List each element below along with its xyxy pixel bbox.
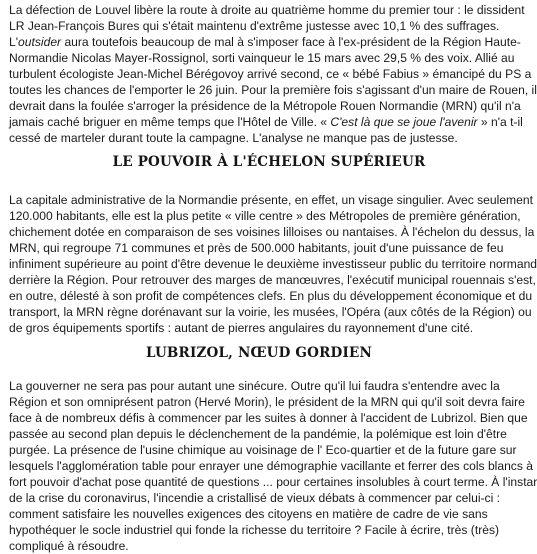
text-run: La capitale administrative de la Normandie présente, en effet, un visage singulier. Avec seulement: [9, 193, 533, 207]
text-line: [9, 2, 525, 18]
text-line: [9, 240, 503, 256]
text-run: derrière la Région. Pour retrouver des marges de manœuvres, l'exécutif municipal rouennais s'est,: [9, 273, 536, 287]
text-run: transport, la MRN règne dorénavant sur la voirie, les musées, l'Opéra (aux côtés de la Région) ou: [9, 305, 532, 319]
text-line: [9, 378, 503, 394]
text-run: jamais caché briguer en même temps que l'Hôtel de Ville. «: [9, 115, 331, 129]
text-line: [9, 82, 537, 98]
text-line: [9, 320, 503, 336]
text-run: devrait dans la foulée s'arroger la présidence de la Métropole Rouen Normandie (MRN) qu'il n'a: [9, 99, 521, 113]
text-line: [9, 304, 532, 320]
text-run: lesquels l'agglomération table pour enrayer une démographie vacillante et ferrer des cols blancs à: [9, 459, 533, 473]
text-run: hypothéquer le socle industriel qui fonde la richesse du territoire ? Facile à écrire, très (très): [9, 523, 500, 537]
section-heading-pouvoir: LE POUVOIR À L'ÉCHELON SUPÉRIEUR: [112, 154, 426, 170]
text-line: [9, 66, 532, 82]
text-line: [9, 426, 507, 442]
text-run: de gros équipements sportifs : autant de pierres angulaires du rayonnement d'une cité.: [9, 321, 474, 335]
text-line: [9, 192, 533, 208]
paragraph-capitale: [9, 192, 537, 336]
text-line: [9, 506, 503, 522]
text-line: [9, 474, 537, 490]
text-line: [9, 490, 503, 506]
text-line: [9, 98, 521, 114]
text-line: [9, 34, 521, 50]
text-run: face à de nombreux défis à commencer par les suites à donner à l'accident de Lubrizol. Bien que: [9, 411, 528, 425]
text-run: Normandie Nicolas Mayer-Rossignol, sorti vainqueur le 15 mars avec 29,5 % des voix. Allié au: [9, 51, 515, 65]
text-line: [9, 224, 535, 240]
text-line: [9, 458, 533, 474]
text-line: [9, 272, 536, 288]
text-line: [9, 522, 503, 538]
text-run: toutes les chances de l'emporter le 26 juin. Pour la première fois s'agissant d'un maire de Rouen, il: [9, 83, 537, 97]
text-line: [9, 18, 503, 34]
text-line: [9, 114, 523, 130]
text-line: [9, 50, 515, 66]
text-run: infiniment supérieure au point d'être devenue le deuxième investisseur public du territoire normand: [9, 257, 537, 271]
text-run: La gouverner ne sera pas pour autant une sinécure. Outre qu'il lui faudra s'entendre avec la: [9, 379, 500, 393]
text-run: cessé de marteler durant toute la campagne. L'analyse ne manque pas de justesse.: [9, 131, 458, 145]
text-run: MRN, qui regroupe 71 communes et près de 500.000 habitants, jouit d'une puissance de feu: [9, 241, 504, 255]
text-line: [9, 394, 525, 410]
text-run: passée au second plan depuis le déclenchement de la pandémie, la polémique est loin d'être: [9, 427, 507, 441]
text-run: purgée. La présence de l'usine chimique au voisinage de l' Eco-quartier et de la future gare sur: [9, 443, 517, 457]
italic-text: outsider: [18, 35, 62, 49]
text-run: La défection de Louvel libère la route à droite au quatrième homme du premier tour : le dissident: [9, 3, 525, 17]
text-run: en outre, délesté à son profit de compétences clefs. En plus du développement économique et du: [9, 289, 533, 303]
text-line: [9, 130, 503, 146]
text-run: aura toutefois beaucoup de mal à s'imposer face à l'ex-président de la Région Haute-: [61, 35, 521, 49]
text-run: Région et son omniprésent patron (Hervé Morin), le président de la MRN qui qu'il soit devra faire: [9, 395, 525, 409]
italic-text: C'est là que se joue l'avenir: [330, 115, 478, 129]
paragraph-intro: [9, 2, 537, 146]
paragraph-lubrizol: [9, 378, 537, 554]
text-line: [9, 538, 503, 554]
text-run: 120.000 habitants, elle est la plus petite « ville centre » des Métropoles de première génération,: [9, 209, 521, 223]
text-run: turbulent écologiste Jean-Michel Bérégovoy arrivé second, ce « bébé Fabius » émancipé du PS a: [9, 67, 532, 81]
text-run: LR Jean-François Bures qui s'était maintenu d'extrême justesse avec 10,1 % des suffrages.: [9, 19, 500, 33]
text-run: chichement dotée en comparaison de ses voisines lilloises ou nantaises. À l'échelon du dessus, la: [9, 225, 535, 239]
section-heading-lubrizol: LUBRIZOL, NŒUD GORDIEN: [146, 345, 372, 361]
text-run: compliqué à résoudre.: [9, 539, 129, 553]
text-line: [9, 256, 537, 272]
text-run: de la crise du coronavirus, l'incendie a cristallisé de vieux débats à commencer par celui-ci :: [9, 491, 500, 505]
text-line: [9, 410, 528, 426]
text-line: [9, 442, 517, 458]
text-run: L': [9, 35, 19, 49]
text-line: [9, 208, 521, 224]
text-run: comment satisfaire les nouvelles exigences des citoyens en matière de cadre de vie sans: [9, 507, 488, 521]
text-line: [9, 288, 533, 304]
text-run: » n'a t-il: [477, 115, 523, 129]
text-run: fort pouvoir d'achat pose quantité de questions ... pour certaines insolubles à court terme. À l'instar: [9, 475, 537, 489]
